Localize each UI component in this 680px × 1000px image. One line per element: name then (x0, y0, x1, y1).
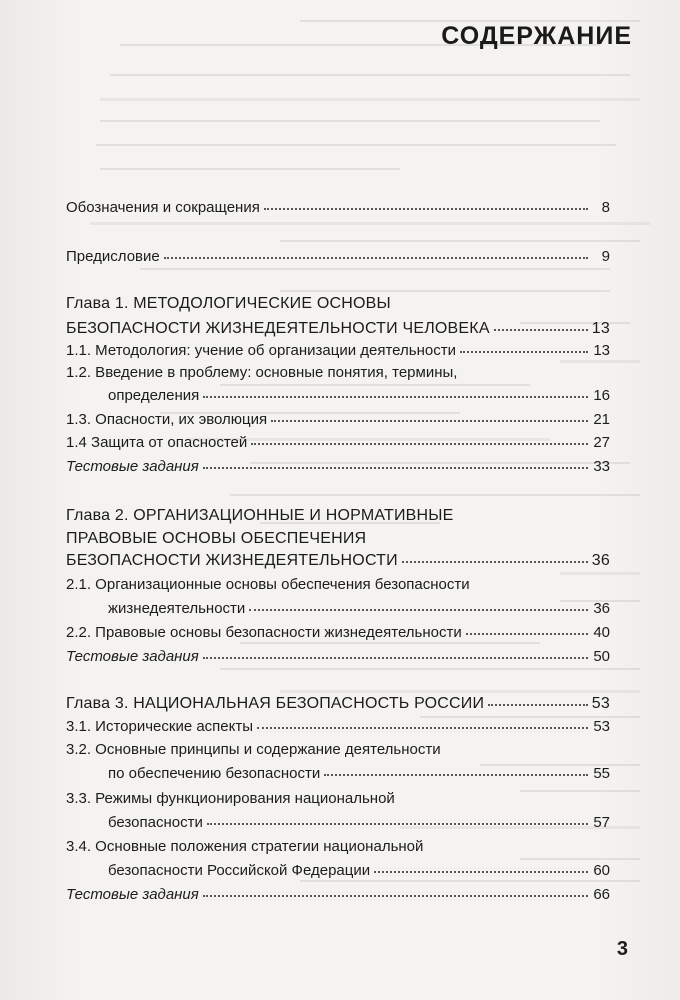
leader-dots (203, 395, 588, 398)
toc-entry-title: 3.1. Исторические аспекты (66, 718, 254, 735)
toc-entry-page: 27 (593, 434, 610, 451)
leader-dots (249, 608, 588, 611)
leader-dots (271, 419, 588, 422)
toc-entry-title-line[interactable]: 1.2. Введение в проблему: основные понятия, термины, (66, 364, 458, 381)
toc-entry-page: 13 (591, 320, 610, 337)
toc-entry-page: 36 (593, 600, 610, 617)
leader-dots (207, 822, 588, 825)
toc-entry-title: Тестовые задания (66, 648, 199, 665)
toc-entry[interactable] (66, 199, 610, 217)
toc-entry-page: 8 (601, 199, 610, 216)
toc-chapter-heading-line[interactable]: Глава 1. МЕТОДОЛОГИЧЕСКИЕ ОСНОВЫ (66, 295, 391, 312)
toc-entry-page: 57 (593, 814, 610, 831)
leader-dots (460, 350, 588, 353)
toc-entry-title: Тестовые задания (66, 458, 199, 475)
toc-chapter-entry[interactable] (66, 320, 610, 338)
leader-dots (494, 328, 588, 331)
toc-entry-page: 36 (591, 552, 610, 569)
toc-chapter-heading-line[interactable]: Глава 2. ОРГАНИЗАЦИОННЫЕ И НОРМАТИВНЫЕ (66, 507, 454, 524)
toc-entry[interactable] (66, 718, 610, 736)
toc-entry-title: жизнедеятельности (108, 600, 246, 617)
toc-entry[interactable] (66, 624, 610, 642)
toc-entry-title: определения (108, 387, 200, 404)
toc-entry-page: 13 (593, 342, 610, 359)
toc-entry[interactable] (66, 387, 610, 405)
toc-entry-page: 55 (593, 765, 610, 782)
toc-entry-page: 21 (593, 411, 610, 428)
page-title: СОДЕРЖАНИЕ (441, 22, 632, 50)
toc-entry[interactable] (66, 862, 610, 880)
leader-dots (203, 656, 588, 659)
toc-entry-title: 2.2. Правовые основы безопасности жизнедеятельности (66, 624, 462, 641)
toc-entry-title-line[interactable]: 3.2. Основные принципы и содержание деятельности (66, 741, 441, 758)
toc-entry-page: 16 (593, 387, 610, 404)
toc-chapter-heading-line[interactable]: ПРАВОВЫЕ ОСНОВЫ ОБЕСПЕЧЕНИЯ (66, 530, 367, 547)
toc-entry[interactable] (66, 648, 610, 666)
toc-chapter-entry[interactable] (66, 695, 610, 713)
leader-dots (251, 442, 588, 445)
toc-entry-title-line[interactable]: 2.1. Организационные основы обеспечения безопасности (66, 576, 470, 593)
toc-entry[interactable] (66, 248, 610, 266)
toc-entry[interactable] (66, 342, 610, 360)
toc-entry-title: 1.4 Защита от опасностей (66, 434, 248, 451)
leader-dots (257, 726, 588, 729)
toc-entry-title: Глава 3. НАЦИОНАЛЬНАЯ БЕЗОПАСНОСТЬ РОССИИ (66, 695, 485, 712)
toc-entry[interactable] (66, 886, 610, 904)
toc-entry[interactable] (66, 434, 610, 452)
toc-chapter-entry[interactable] (66, 552, 610, 570)
toc-entry-title: 1.3. Опасности, их эволюция (66, 411, 268, 428)
toc-entry-title: БЕЗОПАСНОСТИ ЖИЗНЕДЕЯТЕЛЬНОСТИ ЧЕЛОВЕКА (66, 320, 490, 337)
page-number: 3 (616, 938, 628, 960)
toc-entry-title: Тестовые задания (66, 886, 199, 903)
leader-dots (488, 703, 588, 706)
leader-dots (264, 207, 588, 210)
toc-entry-title: безопасности Российской Федерации (108, 862, 371, 879)
toc-entry[interactable] (66, 765, 610, 783)
leader-dots (203, 466, 588, 469)
toc-entry-page: 9 (601, 248, 610, 265)
toc-entry[interactable] (66, 600, 610, 618)
toc-entry-title: Предисловие (66, 248, 160, 265)
toc-entry-page: 40 (593, 624, 610, 641)
leader-dots (402, 560, 588, 563)
toc-entry-title-line[interactable]: 3.3. Режимы функционирования национальной (66, 790, 395, 807)
toc-entry-page: 53 (591, 695, 610, 712)
leader-dots (466, 632, 588, 635)
toc-entry[interactable] (66, 458, 610, 476)
toc-entry-title: Обозначения и сокращения (66, 199, 260, 216)
leader-dots (203, 894, 588, 897)
toc-entry-title: по обеспечению безопасности (108, 765, 321, 782)
toc-entry-title: БЕЗОПАСНОСТИ ЖИЗНЕДЕЯТЕЛЬНОСТИ (66, 552, 398, 569)
toc-entry-title-line[interactable]: 3.4. Основные положения стратегии национальной (66, 838, 424, 855)
leader-dots (164, 256, 588, 259)
toc-entry-title: безопасности (108, 814, 203, 831)
toc-entry[interactable] (66, 411, 610, 429)
leader-dots (324, 773, 588, 776)
toc-entry[interactable] (66, 814, 610, 832)
toc-entry-title: 1.1. Методология: учение об организации деятельности (66, 342, 456, 359)
toc-entry-page: 53 (593, 718, 610, 735)
leader-dots (374, 870, 588, 873)
toc-entry-page: 50 (593, 648, 610, 665)
toc-entry-page: 33 (593, 458, 610, 475)
toc-entry-page: 60 (593, 862, 610, 879)
toc-entry-page: 66 (593, 886, 610, 903)
